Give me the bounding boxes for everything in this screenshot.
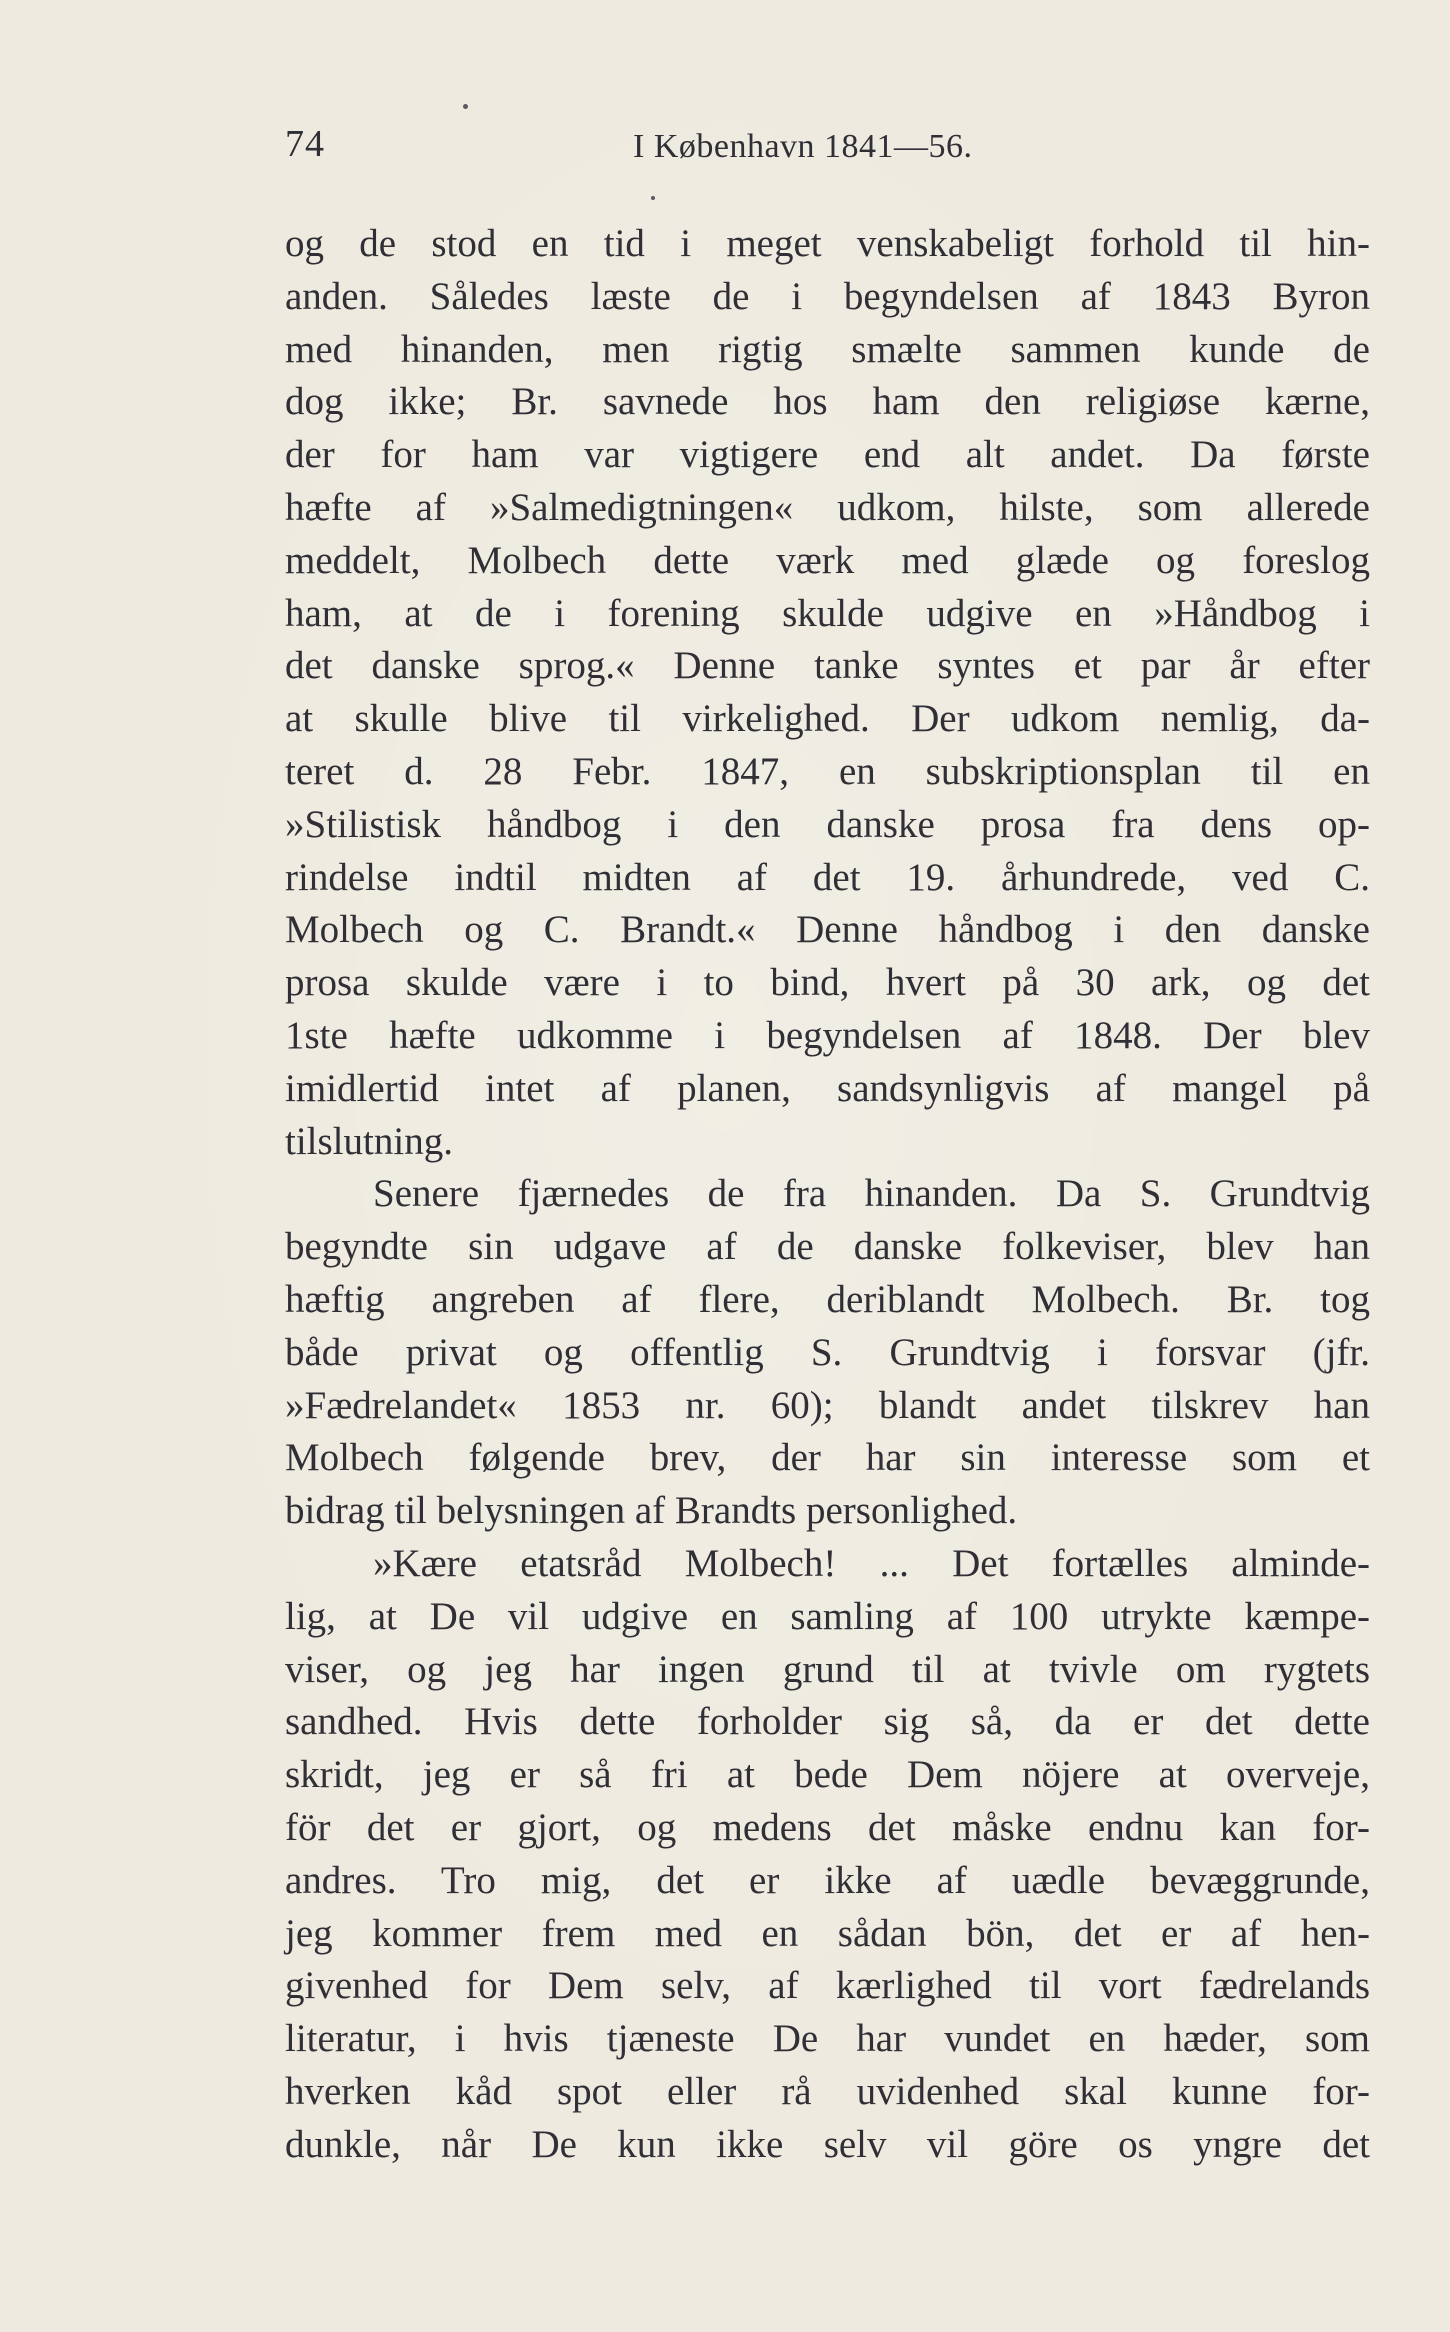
body-text: [285, 218, 1370, 2171]
text-line: imidlertid intet af planen, sandsynligvis af mangel på: [285, 1066, 1370, 1110]
text-line: hæfte af »Salmedigtningen« udkom, hilste, som allerede: [285, 485, 1370, 529]
text-line: tilslutning.: [285, 1119, 453, 1163]
text-line: Molbech og C. Brandt.« Denne håndbog i den danske: [285, 908, 1370, 952]
text-line: Senere fjærnedes de fra hinanden. Da S. Grundtvig: [373, 1172, 1370, 1216]
text-line: »Stilistisk håndbog i den danske prosa fra dens op-: [285, 802, 1370, 846]
text-line: begyndte sin udgave af de danske folkeviser, blev han: [285, 1225, 1370, 1269]
text-line: at skulle blive til virkelighed. Der udkom nemlig, da-: [285, 697, 1370, 741]
text-line: skridt, jeg er så fri at bede Dem nöjere at overveje,: [285, 1753, 1370, 1797]
text-line: sandhed. Hvis dette forholder sig så, da er det dette: [285, 1700, 1370, 1744]
text-line: og de stod en tid i meget venskabeligt forhold til hin-: [285, 222, 1370, 265]
page-header: [285, 122, 1370, 182]
text-line: givenhed for Dem selv, af kærlighed til vort fædrelands: [285, 1964, 1370, 2008]
text-line: med hinanden, men rigtig smælte sammen kunde de: [285, 327, 1370, 371]
text-line: Molbech følgende brev, der har sin interesse som et: [285, 1436, 1370, 1480]
page-number: 74: [285, 123, 325, 165]
text-line: anden. Således læste de i begyndelsen af 1843 Byron: [285, 274, 1370, 318]
text-line: »Fædrelandet« 1853 nr. 60); blandt andet tilskrev han: [285, 1383, 1370, 1427]
text-line: meddelt, Molbech dette værk med glæde og foreslog: [285, 538, 1370, 582]
ink-speck-mark: [651, 196, 655, 200]
text-line: både privat og offentlig S. Grundtvig i forsvar (jfr.: [285, 1330, 1370, 1374]
text-line: hverken kåd spot eller rå uvidenhed skal kunne for-: [285, 2069, 1370, 2113]
text-line: för det er gjort, og medens det måske endnu kan for-: [285, 1805, 1370, 1849]
text-line: der for ham var vigtigere end alt andet. Da første: [285, 433, 1370, 477]
text-line: hæftig angreben af flere, deriblandt Molbech. Br. tog: [285, 1277, 1370, 1321]
running-head: I København 1841—56.: [633, 128, 973, 165]
text-line: dunkle, når De kun ikke selv vil göre os yngre det: [285, 2122, 1370, 2166]
text-line: teret d. 28 Febr. 1847, en subskriptionsplan til en: [285, 749, 1370, 793]
text-line: andres. Tro mig, det er ikke af uædle bevæggrunde,: [285, 1858, 1370, 1902]
text-line: ham, at de i forening skulde udgive en »Håndbog i: [285, 591, 1370, 635]
text-line: literatur, i hvis tjæneste De har vundet en hæder, som: [285, 2017, 1370, 2061]
text-line: rindelse indtil midten af det 19. århundrede, ved C.: [285, 855, 1370, 899]
text-line: prosa skulde være i to bind, hvert på 30 ark, og det: [285, 961, 1370, 1005]
text-line: »Kære etatsråd Molbech! ... Det fortælles alminde-: [373, 1541, 1370, 1585]
text-line: lig, at De vil udgive en samling af 100 utrykte kæmpe-: [285, 1594, 1370, 1638]
text-line: bidrag til belysningen af Brandts personlighed.: [285, 1489, 1018, 1533]
text-line: dog ikke; Br. savnede hos ham den religiøse kærne,: [285, 380, 1370, 424]
ink-speck-mark: [463, 104, 468, 109]
text-line: det danske sprog.« Denne tanke syntes et par år efter: [285, 644, 1370, 688]
text-line: jeg kommer frem med en sådan bön, det er af hen-: [285, 1911, 1370, 1955]
text-line: 1ste hæfte udkomme i begyndelsen af 1848. Der blev: [285, 1013, 1370, 1057]
text-line: viser, og jeg har ingen grund til at tvivle om rygtets: [285, 1647, 1370, 1691]
